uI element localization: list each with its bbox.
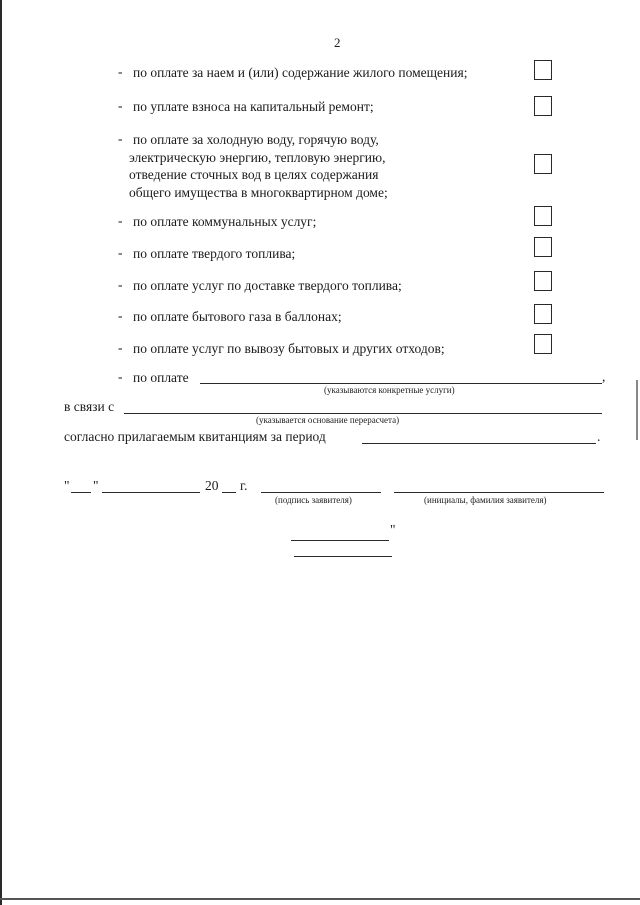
item-text: по оплате бытового газа в баллонах; [133, 309, 342, 324]
applicant-name-caption: (инициалы, фамилия заявителя) [424, 495, 547, 505]
date-year-suffix: г. [240, 478, 248, 493]
scan-edge-left [0, 0, 2, 905]
other-dash: - [118, 369, 123, 384]
item-dash: - [118, 277, 123, 292]
date-year-prefix: 20 [205, 478, 219, 493]
signature-caption: (подпись заявителя) [275, 495, 352, 505]
item-text-line: по оплате за холодную воду, горячую воду, [133, 132, 379, 147]
period-label: согласно прилагаемым квитанциям за период [64, 429, 326, 444]
item-text: по оплате за наем и (или) содержание жилого помещения; [133, 65, 468, 80]
checkbox-utilities-common[interactable] [534, 154, 552, 174]
acceptance-line-1[interactable] [291, 540, 389, 541]
checkbox-rent[interactable] [534, 60, 552, 80]
item-dash: - [118, 308, 123, 323]
item-text-line: общего имущества в многоквартирном доме; [129, 184, 388, 200]
other-end-punct: , [602, 369, 606, 384]
scan-edge-bottom [0, 898, 640, 900]
reason-label: в связи с [64, 399, 115, 414]
item-text-line: отведение сточных вод в целях содержания [129, 167, 379, 182]
other-label: по оплате [133, 370, 189, 385]
other-caption: (указываются конкретные услуги) [324, 385, 455, 395]
item-dash: - [118, 131, 123, 146]
acceptance-quote: " [390, 522, 396, 537]
period-field[interactable] [362, 443, 596, 444]
date-month-field[interactable] [102, 492, 200, 493]
reason-caption: (указывается основание перерасчета) [256, 415, 400, 425]
period-end-punct: . [597, 429, 601, 444]
date-year-field[interactable] [222, 492, 236, 493]
reason-field[interactable] [124, 413, 602, 414]
checkbox-bottled-gas[interactable] [534, 304, 552, 324]
page-number: 2 [334, 35, 341, 50]
item-text: по оплате твердого топлива; [133, 246, 296, 261]
scan-edge-right [636, 380, 638, 440]
checkbox-capital-repair[interactable] [534, 96, 552, 116]
other-services-field[interactable] [200, 383, 602, 384]
item-dash: - [118, 340, 123, 355]
item-dash: - [118, 213, 123, 228]
applicant-name-field[interactable] [394, 492, 604, 493]
date-quote-open: " [64, 478, 70, 493]
item-text: по уплате взноса на капитальный ремонт; [133, 99, 374, 114]
item-text: по оплате коммунальных услуг; [133, 214, 317, 229]
item-dash: - [118, 64, 123, 79]
checkbox-solid-fuel[interactable] [534, 237, 552, 257]
item-dash: - [118, 245, 123, 260]
checkbox-waste-removal[interactable] [534, 334, 552, 354]
item-text: по оплате услуг по вывозу бытовых и других отходов; [133, 341, 445, 356]
acceptance-line-2[interactable] [294, 556, 392, 557]
date-quote-close: " [93, 478, 99, 493]
date-day-field[interactable] [71, 492, 91, 493]
item-text-line: электрическую энергию, тепловую энергию, [129, 149, 386, 165]
checkbox-fuel-delivery[interactable] [534, 271, 552, 291]
item-dash: - [118, 98, 123, 113]
checkbox-communal[interactable] [534, 206, 552, 226]
signature-field[interactable] [261, 492, 381, 493]
item-text: по оплате услуг по доставке твердого топлива; [133, 278, 402, 293]
